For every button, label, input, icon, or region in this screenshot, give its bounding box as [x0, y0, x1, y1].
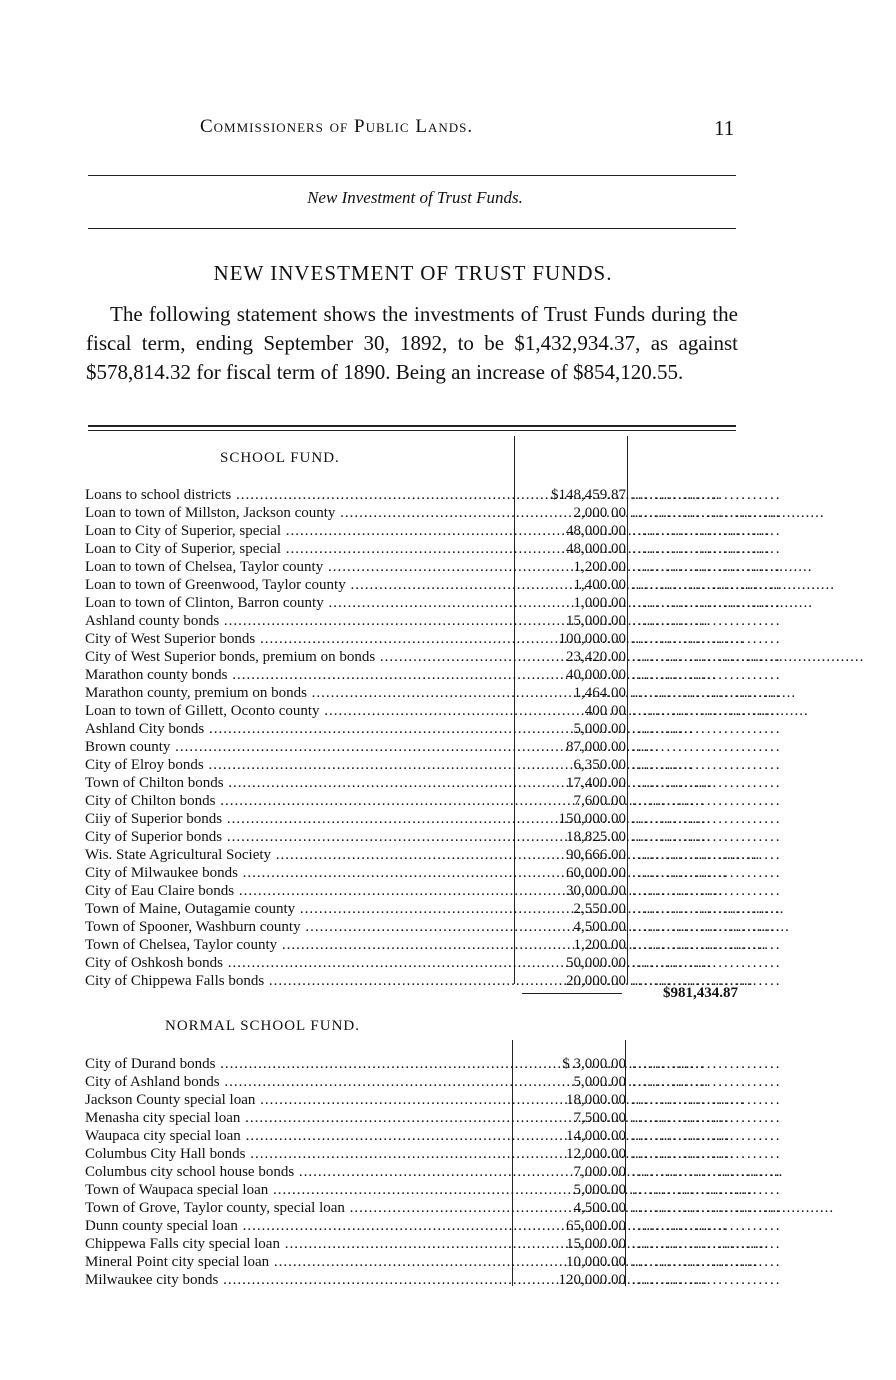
table-row: [80, 918, 782, 936]
row-leader: ..........................: [632, 649, 782, 665]
row-amount: 7,600.00: [573, 793, 626, 809]
row-leader: ..........................: [632, 1272, 782, 1288]
table-row: [80, 666, 782, 684]
table-row: [80, 576, 782, 594]
row-amount: 12,000.00: [566, 1146, 626, 1162]
row-amount: 100,000.00: [558, 631, 626, 647]
row-leader: ..........................: [632, 1236, 782, 1252]
row-amount: 1,200.00: [573, 937, 626, 953]
row-amount: 400 00: [584, 703, 626, 719]
table-row: [80, 522, 782, 540]
row-leader: ..........................: [632, 1092, 782, 1108]
row-amount: 23,420.00: [566, 649, 626, 665]
row-leader: ..........................: [632, 1218, 782, 1234]
row-label: City of Ashland bonds .....: [85, 1073, 513, 1091]
row-leader: ..........................: [632, 613, 782, 629]
row-leader: ..........................: [632, 685, 782, 701]
row-leader: ..........................: [632, 703, 782, 719]
row-leader: ..........................: [632, 739, 782, 755]
row-label: Town of Chelsea, Taylor county .....: [85, 936, 513, 954]
row-amount: 1,464.00: [573, 685, 626, 701]
row-label: City of West Superior bonds, premium on bonds .....: [85, 648, 513, 666]
header-rule-bottom: [88, 228, 736, 229]
row-amount: 2,000 00: [573, 505, 626, 521]
row-leader: ..........................: [632, 847, 782, 863]
row-amount: 4,500.00: [573, 1200, 626, 1216]
table-row: [80, 864, 782, 882]
table-row: [80, 648, 782, 666]
table-row: [80, 1253, 782, 1271]
row-leader: ..........................: [632, 541, 782, 557]
row-amount: 1,000.00: [573, 595, 626, 611]
row-amount: 20,000.00: [566, 973, 626, 989]
table-row: [80, 540, 782, 558]
row-label: Columbus city school house bonds .....: [85, 1163, 513, 1181]
row-amount: 48,000.00: [566, 523, 626, 539]
table-row: [80, 936, 782, 954]
table-row: [80, 1127, 782, 1145]
normal-school-fund-heading: NORMAL SCHOOL FUND.: [165, 1018, 360, 1034]
row-amount: 15,000.00: [566, 1236, 626, 1252]
table-row: [80, 1091, 782, 1109]
table-rule-top: [88, 425, 736, 427]
table-row: [80, 1235, 782, 1253]
row-label: Loan to City of Superior, special .....: [85, 540, 513, 558]
row-label: City of Durand bonds .....: [85, 1055, 513, 1073]
row-amount: 90,666.00: [566, 847, 626, 863]
row-leader: ..........................: [632, 1182, 782, 1198]
row-label: Loan to town of Millston, Jackson county .....: [85, 504, 513, 522]
row-leader: ..........................: [632, 955, 782, 971]
row-amount: 1,400.00: [573, 577, 626, 593]
table-row: [80, 630, 782, 648]
table-row: [80, 486, 782, 504]
intro-paragraph: The following statement shows the investments of Trust Funds during the fiscal term, ending September 30, 1892, to be $1,432,934.37, as against $578,814.32 for fiscal term of 1890. Being an increase of $854,120.55.: [86, 302, 738, 384]
row-leader: ..........................: [632, 595, 782, 611]
normal-school-fund-table: [80, 1055, 782, 1289]
table-row: [80, 810, 782, 828]
row-amount: 15,000.00: [566, 613, 626, 629]
row-leader: ..........................: [632, 1164, 782, 1180]
row-leader: ..........................: [632, 865, 782, 881]
row-label: City of Milwaukee bonds .....: [85, 864, 513, 882]
row-label: City of Superior bonds .....: [85, 828, 513, 846]
row-label: Ashland county bonds .....: [85, 612, 513, 630]
row-label: Ciiy of Superior bonds .....: [85, 810, 513, 828]
row-leader: ..........................: [632, 1110, 782, 1126]
table-row: [80, 612, 782, 630]
table-row: [80, 846, 782, 864]
table-row: [80, 558, 782, 576]
table-row: [80, 1145, 782, 1163]
row-amount: 4,500.00: [573, 919, 626, 935]
page-number: 11: [714, 116, 735, 140]
table-row: [80, 1055, 782, 1073]
table-row: [80, 1181, 782, 1199]
row-label: City of Elroy bonds .....: [85, 756, 513, 774]
row-amount: 10,000.00: [566, 1254, 626, 1270]
row-label: Town of Waupaca special loan .....: [85, 1181, 513, 1199]
row-leader: ..........................: [632, 577, 782, 593]
row-leader: ..........................: [632, 1074, 782, 1090]
row-amount: 30,000.00: [566, 883, 626, 899]
row-leader: ..........................: [632, 667, 782, 683]
row-label: Waupaca city special loan .....: [85, 1127, 513, 1145]
row-label: City of Eau Claire bonds .....: [85, 882, 513, 900]
row-leader: ..........................: [632, 883, 782, 899]
row-label: Town of Grove, Taylor county, special loan .....: [85, 1199, 513, 1217]
row-amount: $148,459.87: [551, 487, 626, 503]
table-row: [80, 720, 782, 738]
school-fund-table: [80, 486, 782, 990]
row-amount: 150,000.00: [558, 811, 626, 827]
row-amount: 120,000.00: [558, 1272, 626, 1288]
table-row: [80, 828, 782, 846]
row-amount: 2,550.00: [573, 901, 626, 917]
row-label: Marathon county bonds .....: [85, 666, 513, 684]
row-label: Dunn county special loan .....: [85, 1217, 513, 1235]
row-leader: ..........................: [632, 487, 782, 503]
school-fund-heading: SCHOOL FUND.: [220, 450, 340, 466]
row-label: City of Oshkosh bonds .....: [85, 954, 513, 972]
row-leader: ..........................: [632, 1146, 782, 1162]
table-row: [80, 684, 782, 702]
row-label: City of West Superior bonds .....: [85, 630, 513, 648]
table-row: [80, 774, 782, 792]
row-label: City of Chippewa Falls bonds .....: [85, 972, 513, 990]
row-label: Loan to City of Superior, special .....: [85, 522, 513, 540]
row-amount: 17,400.00: [566, 775, 626, 791]
table-row: [80, 738, 782, 756]
row-amount: 7,000.00: [573, 1164, 626, 1180]
header-rule-top: [88, 175, 736, 176]
row-leader: ..........................: [632, 523, 782, 539]
row-label: City of Chilton bonds .....: [85, 792, 513, 810]
row-label: Loans to school districts .....: [85, 486, 513, 504]
row-label: Town of Maine, Outagamie county .....: [85, 900, 513, 918]
running-title: Commissioners of Public Lands.: [200, 116, 474, 137]
row-leader: ..........................: [632, 937, 782, 953]
row-amount: 5,000.00: [573, 721, 626, 737]
table-row: [80, 702, 782, 720]
table-row: [80, 792, 782, 810]
table-row: [80, 1217, 782, 1235]
row-label: Mineral Point city special loan .....: [85, 1253, 513, 1271]
table-row: [80, 1073, 782, 1091]
row-leader: ..........................: [632, 631, 782, 647]
row-amount: 18,000.00: [566, 1092, 626, 1108]
row-amount: 5,000.00: [573, 1074, 626, 1090]
row-leader: ..........................: [632, 811, 782, 827]
row-amount: 40,000.00: [566, 667, 626, 683]
table-row: [80, 1199, 782, 1217]
row-label: Marathon county, premium on bonds .....: [85, 684, 513, 702]
row-label: Jackson County special loan .....: [85, 1091, 513, 1109]
row-amount: 50,000.00: [566, 955, 626, 971]
row-label: Town of Spooner, Washburn county .....: [85, 918, 513, 936]
row-leader: ..........................: [632, 1128, 782, 1144]
table-row: [80, 756, 782, 774]
school-fund-total: $981,434.87: [663, 985, 738, 1001]
row-label: Wis. State Agricultural Society .....: [85, 846, 513, 864]
row-label: Ashland City bonds .....: [85, 720, 513, 738]
row-label: Loan to town of Greenwood, Taylor county .....: [85, 576, 513, 594]
row-label: Loan to town of Clinton, Barron county .....: [85, 594, 513, 612]
subtotal-rule: [522, 993, 622, 994]
row-leader: ..........................: [632, 775, 782, 791]
row-label: Brown county .....: [85, 738, 513, 756]
row-amount: 1,200.00: [573, 559, 626, 575]
row-leader: ..........................: [632, 1200, 782, 1216]
row-leader: ..........................: [632, 757, 782, 773]
row-leader: ..........................: [632, 1056, 782, 1072]
row-leader: ..........................: [632, 919, 782, 935]
row-label: Columbus City Hall bonds .....: [85, 1145, 513, 1163]
row-label: Town of Chilton bonds .....: [85, 774, 513, 792]
row-amount: 5,000.00: [573, 1182, 626, 1198]
row-amount: 6,350.00: [573, 757, 626, 773]
row-amount: 65,000.00: [566, 1218, 626, 1234]
row-label: Milwaukee city bonds .....: [85, 1271, 513, 1289]
row-amount: $ 3,000.00: [562, 1056, 626, 1072]
row-leader: ..........................: [632, 505, 782, 521]
table-row: [80, 1109, 782, 1127]
table-row: [80, 900, 782, 918]
row-label: Menasha city special loan .....: [85, 1109, 513, 1127]
running-head: [0, 116, 896, 144]
row-leader: ..........................: [632, 973, 782, 989]
table-row: [80, 594, 782, 612]
section-caption: New Investment of Trust Funds.: [307, 188, 523, 207]
table-row: [80, 1163, 782, 1181]
row-label: Loan to town of Gillett, Oconto county .....: [85, 702, 513, 720]
row-leader: ..........................: [632, 829, 782, 845]
row-label: Loan to town of Chelsea, Taylor county .....: [85, 558, 513, 576]
row-label: Chippewa Falls city special loan .....: [85, 1235, 513, 1253]
row-amount: 7,500.00: [573, 1110, 626, 1126]
row-leader: ..........................: [632, 793, 782, 809]
table-rule-bottom: [88, 430, 736, 431]
table-row: [80, 882, 782, 900]
row-amount: 18,825.00: [566, 829, 626, 845]
row-amount: 48,000.00: [566, 541, 626, 557]
row-leader: ..........................: [632, 559, 782, 575]
row-amount: 60,000.00: [566, 865, 626, 881]
page-title: NEW INVESTMENT OF TRUST FUNDS.: [213, 261, 613, 285]
row-leader: ..........................: [632, 1254, 782, 1270]
table-row: [80, 954, 782, 972]
table-row: [80, 504, 782, 522]
row-amount: 87,000.00: [566, 739, 626, 755]
table-row: [80, 1271, 782, 1289]
row-leader: ..........................: [632, 721, 782, 737]
row-amount: 14,000.00: [566, 1128, 626, 1144]
row-leader: ..........................: [632, 901, 782, 917]
